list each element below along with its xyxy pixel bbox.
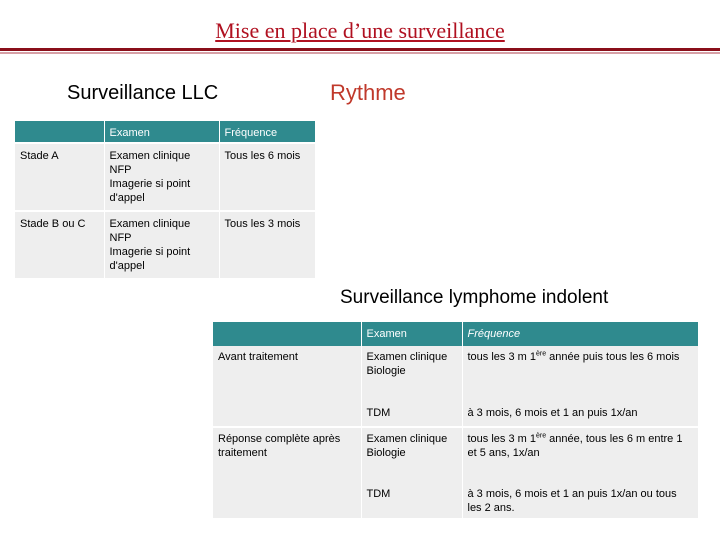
indolent-exam-cell <box>361 346 462 402</box>
llc-frequency-cell: Tous les 3 mois <box>219 211 315 278</box>
exam-line: NFP <box>109 232 132 244</box>
indolent-frequency-cell <box>462 346 698 402</box>
exam-line: d'appel <box>109 260 145 272</box>
llc-header-empty <box>15 121 104 143</box>
title-divider <box>0 48 720 51</box>
title-divider-shadow <box>0 52 720 54</box>
exam-line: Examen clinique <box>109 218 191 230</box>
exam-line: Examen clinique <box>109 150 191 162</box>
table-row <box>15 143 315 211</box>
llc-table-header <box>15 121 315 143</box>
indolent-frequency-cell <box>462 427 698 483</box>
exam-line: d'appel <box>109 192 145 204</box>
exam-line: Imagerie si point <box>109 246 191 258</box>
indolent-frequency-cell: à 3 mois, 6 mois et 1 an puis 1x/an ou tous les 2 ans. <box>462 483 698 518</box>
llc-exam-cell <box>104 143 219 211</box>
indolent-table-header <box>213 322 698 346</box>
freq-superscript: ère <box>535 432 547 440</box>
table-row <box>15 211 315 278</box>
llc-frequency-cell: Tous les 6 mois <box>219 143 315 211</box>
freq-text: année, tous les 6 m entre 1 et 5 ans, 1x/an <box>467 433 683 459</box>
indolent-context-cell <box>213 483 361 518</box>
indolent-header-examen: Examen <box>361 322 462 346</box>
exam-line: NFP <box>109 164 132 176</box>
table-row <box>213 346 698 402</box>
llc-stage-cell: Stade A <box>15 143 104 211</box>
freq-text: tous les 3 m 1 <box>467 433 536 445</box>
llc-exam-cell <box>104 211 219 278</box>
indolent-header-frequence: Fréquence <box>462 322 698 346</box>
exam-line: Examen clinique <box>366 433 448 445</box>
llc-heading: Surveillance LLC <box>67 82 219 104</box>
freq-text: année puis tous les 6 mois <box>546 351 680 363</box>
table-row <box>213 483 698 518</box>
freq-superscript: ère <box>535 350 547 358</box>
indolent-context-cell: Réponse complète après traitement <box>213 427 361 483</box>
exam-line: Biologie <box>366 447 406 459</box>
indolent-exam-cell <box>361 427 462 483</box>
indolent-heading: Surveillance lymphome indolent <box>340 287 609 308</box>
llc-header-examen: Examen <box>104 121 219 143</box>
table-row <box>213 427 698 483</box>
indolent-context-cell: Avant traitement <box>213 346 361 402</box>
freq-text: tous les 3 m 1 <box>467 351 536 363</box>
page-title: Mise en place d’une surveillance <box>215 18 505 43</box>
llc-header-frequence: Fréquence <box>219 121 315 143</box>
indolent-exam-cell: TDM <box>361 483 462 518</box>
indolent-context-cell <box>213 402 361 427</box>
indolent-exam-cell: TDM <box>361 402 462 427</box>
indolent-table <box>213 322 699 518</box>
llc-table <box>15 121 316 278</box>
rythme-heading: Rythme <box>330 80 406 105</box>
exam-line: Examen clinique <box>366 351 448 363</box>
indolent-header-empty <box>213 322 361 346</box>
exam-line: Biologie <box>366 365 406 377</box>
table-row <box>213 402 698 427</box>
llc-stage-cell: Stade B ou C <box>15 211 104 278</box>
indolent-frequency-cell: à 3 mois, 6 mois et 1 an puis 1x/an <box>462 402 698 427</box>
exam-line: Imagerie si point <box>109 178 191 190</box>
